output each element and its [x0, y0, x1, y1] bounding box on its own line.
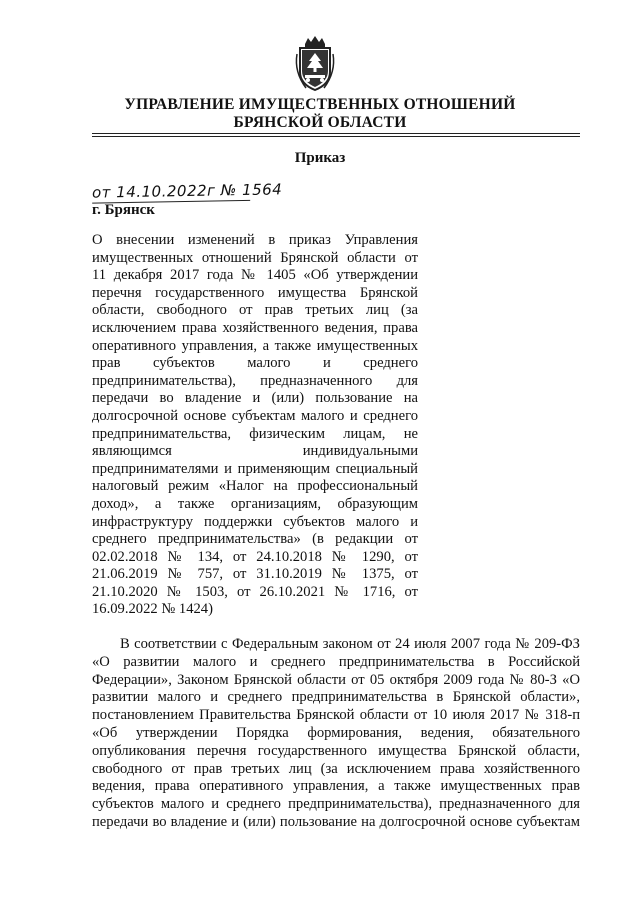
- body-line: ведения, права оперативного управления, а также имущественных прав: [92, 778, 580, 795]
- body-line: опубликования перечня государственного имущества Брянской области,: [92, 742, 580, 759]
- header-divider: [92, 136, 580, 137]
- subject-line: передачи во владение и (или) пользование на: [92, 390, 418, 407]
- coat-of-arms-icon: [292, 34, 338, 92]
- header-divider: [92, 133, 580, 134]
- subject-line: 21.10.2020 № 1503, от 26.10.2021 № 1716, от: [92, 583, 418, 600]
- subject-line: 21.06.2019 № 757, от 31.10.2019 № 1375, от: [92, 566, 418, 583]
- body-line: постановлением Правительства Брянской области от 10 июля 2017 № 318-п: [92, 707, 580, 724]
- subject-line: 11 декабря 2017 года № 1405 «Об утверждении: [92, 267, 418, 284]
- subject-line: инфраструктуру поддержки субъектов малого и: [92, 513, 418, 530]
- body-line: передачи во владение и (или) пользование на долгосрочной основе субъектам: [92, 813, 580, 830]
- subject-line: доход», а также организациям, образующим: [92, 495, 418, 512]
- handwritten-date-number: [92, 180, 283, 201]
- subject-line: оперативного управления, а также имущественных: [92, 337, 418, 354]
- organization-name-line1: УПРАВЛЕНИЕ ИМУЩЕСТВЕННЫХ ОТНОШЕНИЙ: [124, 96, 516, 113]
- subject-line: налоговый режим «Налог на профессиональный: [92, 478, 418, 495]
- subject-line: исключением права хозяйственного ведения, права: [92, 319, 418, 336]
- subject-line: 02.02.2018 № 134, от 24.10.2018 № 1290, от: [92, 548, 418, 565]
- document-body: [92, 636, 580, 832]
- subject-line: прав субъектов малого и среднего: [92, 355, 418, 372]
- body-line: развитии малого и среднего предпринимательства в Брянской области»,: [92, 689, 580, 706]
- body-line: свободного от прав третьих лиц (за исключением права хозяйственного: [92, 760, 580, 777]
- body-line: Федерации», Законом Брянской области от 05 октября 2009 года № 80-З «О: [92, 671, 580, 688]
- body-line: В соответствии с Федеральным законом от 24 июля 2007 года № 209-ФЗ: [120, 636, 580, 652]
- subject-line: среднего предпринимательства» (в редакции от: [92, 531, 418, 548]
- date-number-text: от 14.10.2022г № 1564: [91, 180, 283, 202]
- subject-line: предпринимательства), предназначенного для: [92, 372, 418, 389]
- subject-line: перечня государственного имущества Брянской: [92, 284, 418, 301]
- body-line: «О развитии малого и среднего предпринимательства в Российской: [92, 653, 580, 670]
- subject-line: 16.09.2022 № 1424): [92, 601, 213, 618]
- city: г. Брянск: [92, 202, 155, 218]
- subject-line: области, свободного от прав третьих лиц (за: [92, 302, 418, 319]
- subject-line: долгосрочной основе субъектам малого и среднего: [92, 407, 418, 424]
- body-line: «Об утверждении Порядка формирования, ведения, обязательного: [92, 724, 580, 741]
- subject-line: предпринимательства, физическим лицам, не: [92, 425, 418, 442]
- subject-line: имущественных отношений Брянской области от: [92, 249, 418, 266]
- document-subject: [92, 232, 418, 619]
- subject-line: предпринимателями и применяющим специальный: [92, 460, 418, 477]
- subject-line: являющимся индивидуальными: [92, 443, 418, 460]
- body-line: субъектов малого и среднего предпринимательства), предназначенного для: [92, 796, 580, 813]
- subject-line: О внесении изменений в приказ Управления: [92, 232, 418, 248]
- document-type: Приказ: [294, 150, 346, 166]
- organization-name-line2: БРЯНСКОЙ ОБЛАСТИ: [233, 114, 407, 131]
